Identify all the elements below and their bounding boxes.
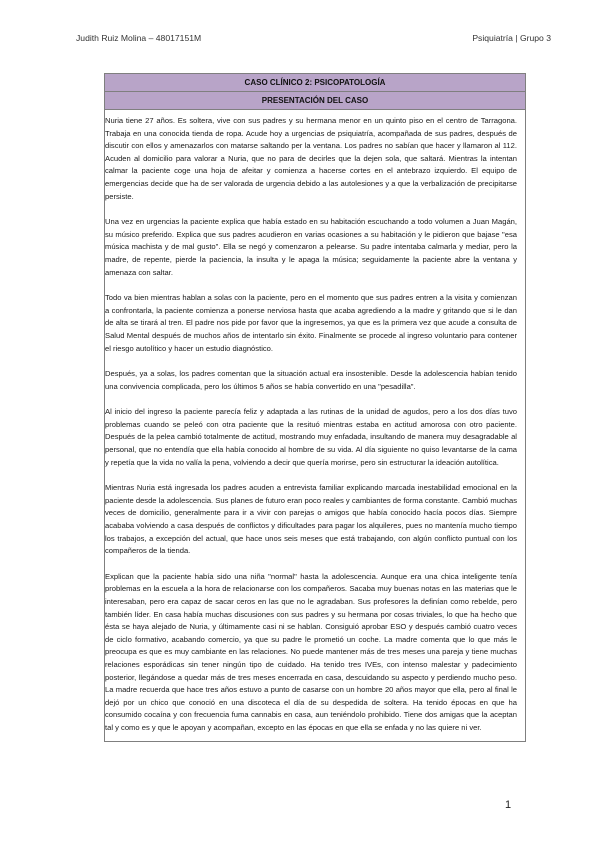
- case-paragraph: Una vez en urgencias la paciente explica que había estado en su habitación escuchando a todo volumen a Juan Magán, su músico preferido. Explica que sus padres acudieron en varias ocasiones a su habitación y le pidieron que bajase "esa música machista y de mal gusto". Ella se negó y comenzaron a pelearse. Su padre intentaba calmarla y mediar, pero la madre, de repente, pierde la paciencia, la insulta y le apaga la música; seguidamente la paciente abre la ventana y amenaza con saltar.: [105, 217, 517, 277]
- page-header: [76, 33, 551, 43]
- case-title-banner: CASO CLÍNICO 2: PSICOPATOLOGÍA: [105, 74, 525, 92]
- case-paragraph: Explican que la paciente había sido una niña "normal" hasta la adolescencia. Aunque era una chica inteligente tenía problemas en la escuela a la hora de relacionarse con los compañeros. Sacaba muy buenas notas en las materias que le interesaban, pero era capaz de sacar ceros en las que no le agradaban. Sus profesores la definían como rebelde, pero también líder. En casa había muchas discusiones con sus padres y su hermana por cosas triviales, lo que ha hecho que ésta se haya alejado de Nuria, y últimamente casi ni se hablan. Consiguió aprobar ESO y después cambió cuatro veces de ciclo formativo, acabando comercio, ya que su padre le prometió un coche. La madre comenta que lo que más le preocupa es que es muy cambiante en las relaciones. No puede mantener más de tres meses una pareja y tiene muchas relaciones esporádicas sin tener ningún tipo de cuidado. Ha tenido tres IVEs, con intenso malestar y padecimiento posterior, llegándose a quedar más de tres meses encerrada en casa, descuidando su aspecto y perdiendo mucho peso. La madre recuerda que hace tres años estuvo a punto de casarse con un hombre 20 años mayor que ella, pero al final le dejó por un chico que conoció en una discoteca el día de su despedida de soltera. Ha tenido épocas en que ha consumido cocaína y con frecuencia fuma cannabis en casa, aun teniéndolo prohibido. Tiene dos amigas que la aceptan tal y como es y que le apoyan y acompañan, excepto en las épocas en que ella se enfada y no las quiere ni ver.: [105, 571, 517, 732]
- header-course: Psiquiatría | Grupo 3: [472, 33, 551, 43]
- case-paragraph: Después, ya a solas, los padres comentan que la situación actual era insostenible. Desde la adolescencia habían tenido una convivencia complicada, pero los últimos 5 años se había convertido en una "pesadilla".: [105, 369, 517, 391]
- case-subtitle-banner: PRESENTACIÓN DEL CASO: [105, 92, 525, 110]
- case-paragraph: Todo va bien mientras hablan a solas con la paciente, pero en el momento que sus padres entren a la visita y comienzan a confrontarla, la paciente comienza a ponerse nerviosa hasta que acaba agrediendo a la madre y gritando que si le dan de alta se tirará al tren. El padre nos pide por favor que la ingresemos, ya que es la primera vez que acude a consulta de Salud Mental después de muchos años de intentarlo sin éxito. Finalmente se procede al ingreso voluntario para contener el riesgo autolítico y hacer un estudio diagnóstico.: [105, 293, 517, 353]
- case-paragraph: Al inicio del ingreso la paciente parecía feliz y adaptada a las rutinas de la unidad de agudos, pero a los dos días tuvo problemas cuando se peleó con otra paciente que la resituó mientras estaba en actitud amorosa con otro paciente. Después de la pelea cambió totalmente de actitud, mostrando muy enfadada, insultando de manera muy desagradable al personal, que no entendía que ella había conocido al hombre de su vida. Al día siguiente no quiso levantarse de la cama y repetía que la vida no valía la pena, volviendo a decir que quería morirse, pero sin estructurar la ideación autolítica.: [105, 407, 517, 467]
- case-body: [105, 110, 525, 741]
- case-paragraph: Mientras Nuria está ingresada los padres acuden a entrevista familiar explicando marcada inestabilidad emocional en la paciente desde la adolescencia. Sus planes de futuro eran poco reales y cambiantes de forma constante. Cambió muchas veces de domicilio, generalmente para ir a vivir con parejas o amigos que había conocido hacía pocos días. Siempre acababa volviendo a casa después de conflictos y dificultades para pagar los alquileres, pues no mantenía mucho tiempo los trabajos, a excepción del actual, que hace unos seis meses que está trabajando, con algún conflicto puntual con los compañeros de la tienda.: [105, 483, 517, 556]
- case-box: [104, 73, 526, 742]
- page-number: 1: [505, 799, 512, 811]
- case-paragraph: Nuria tiene 27 años. Es soltera, vive con sus padres y su hermana menor en un quinto piso en el centro de Tarragona. Trabaja en una conocida tienda de ropa. Acude hoy a urgencias de psiquiatría, acompañada de sus padres, después de discutir con ellos y amenazarlos con matarse saltando per la ventana. Los padres no sabían que hacer y llamaron al 112. Acuden al domicilio para valorar a Nuria, que no para de decirles que la dejen sola, que saltará. Mientras la intentan calmar la paciente coge una hoja de afeitar y comienza a hacerse cortes en el antebrazo izquierdo. El equipo de emergencias decide que ha de ser valorada de urgencia debido a las autolesiones y a que la verbalización de precipitarse persiste.: [105, 116, 517, 201]
- header-author: Judith Ruiz Molina – 48017151M: [76, 33, 202, 43]
